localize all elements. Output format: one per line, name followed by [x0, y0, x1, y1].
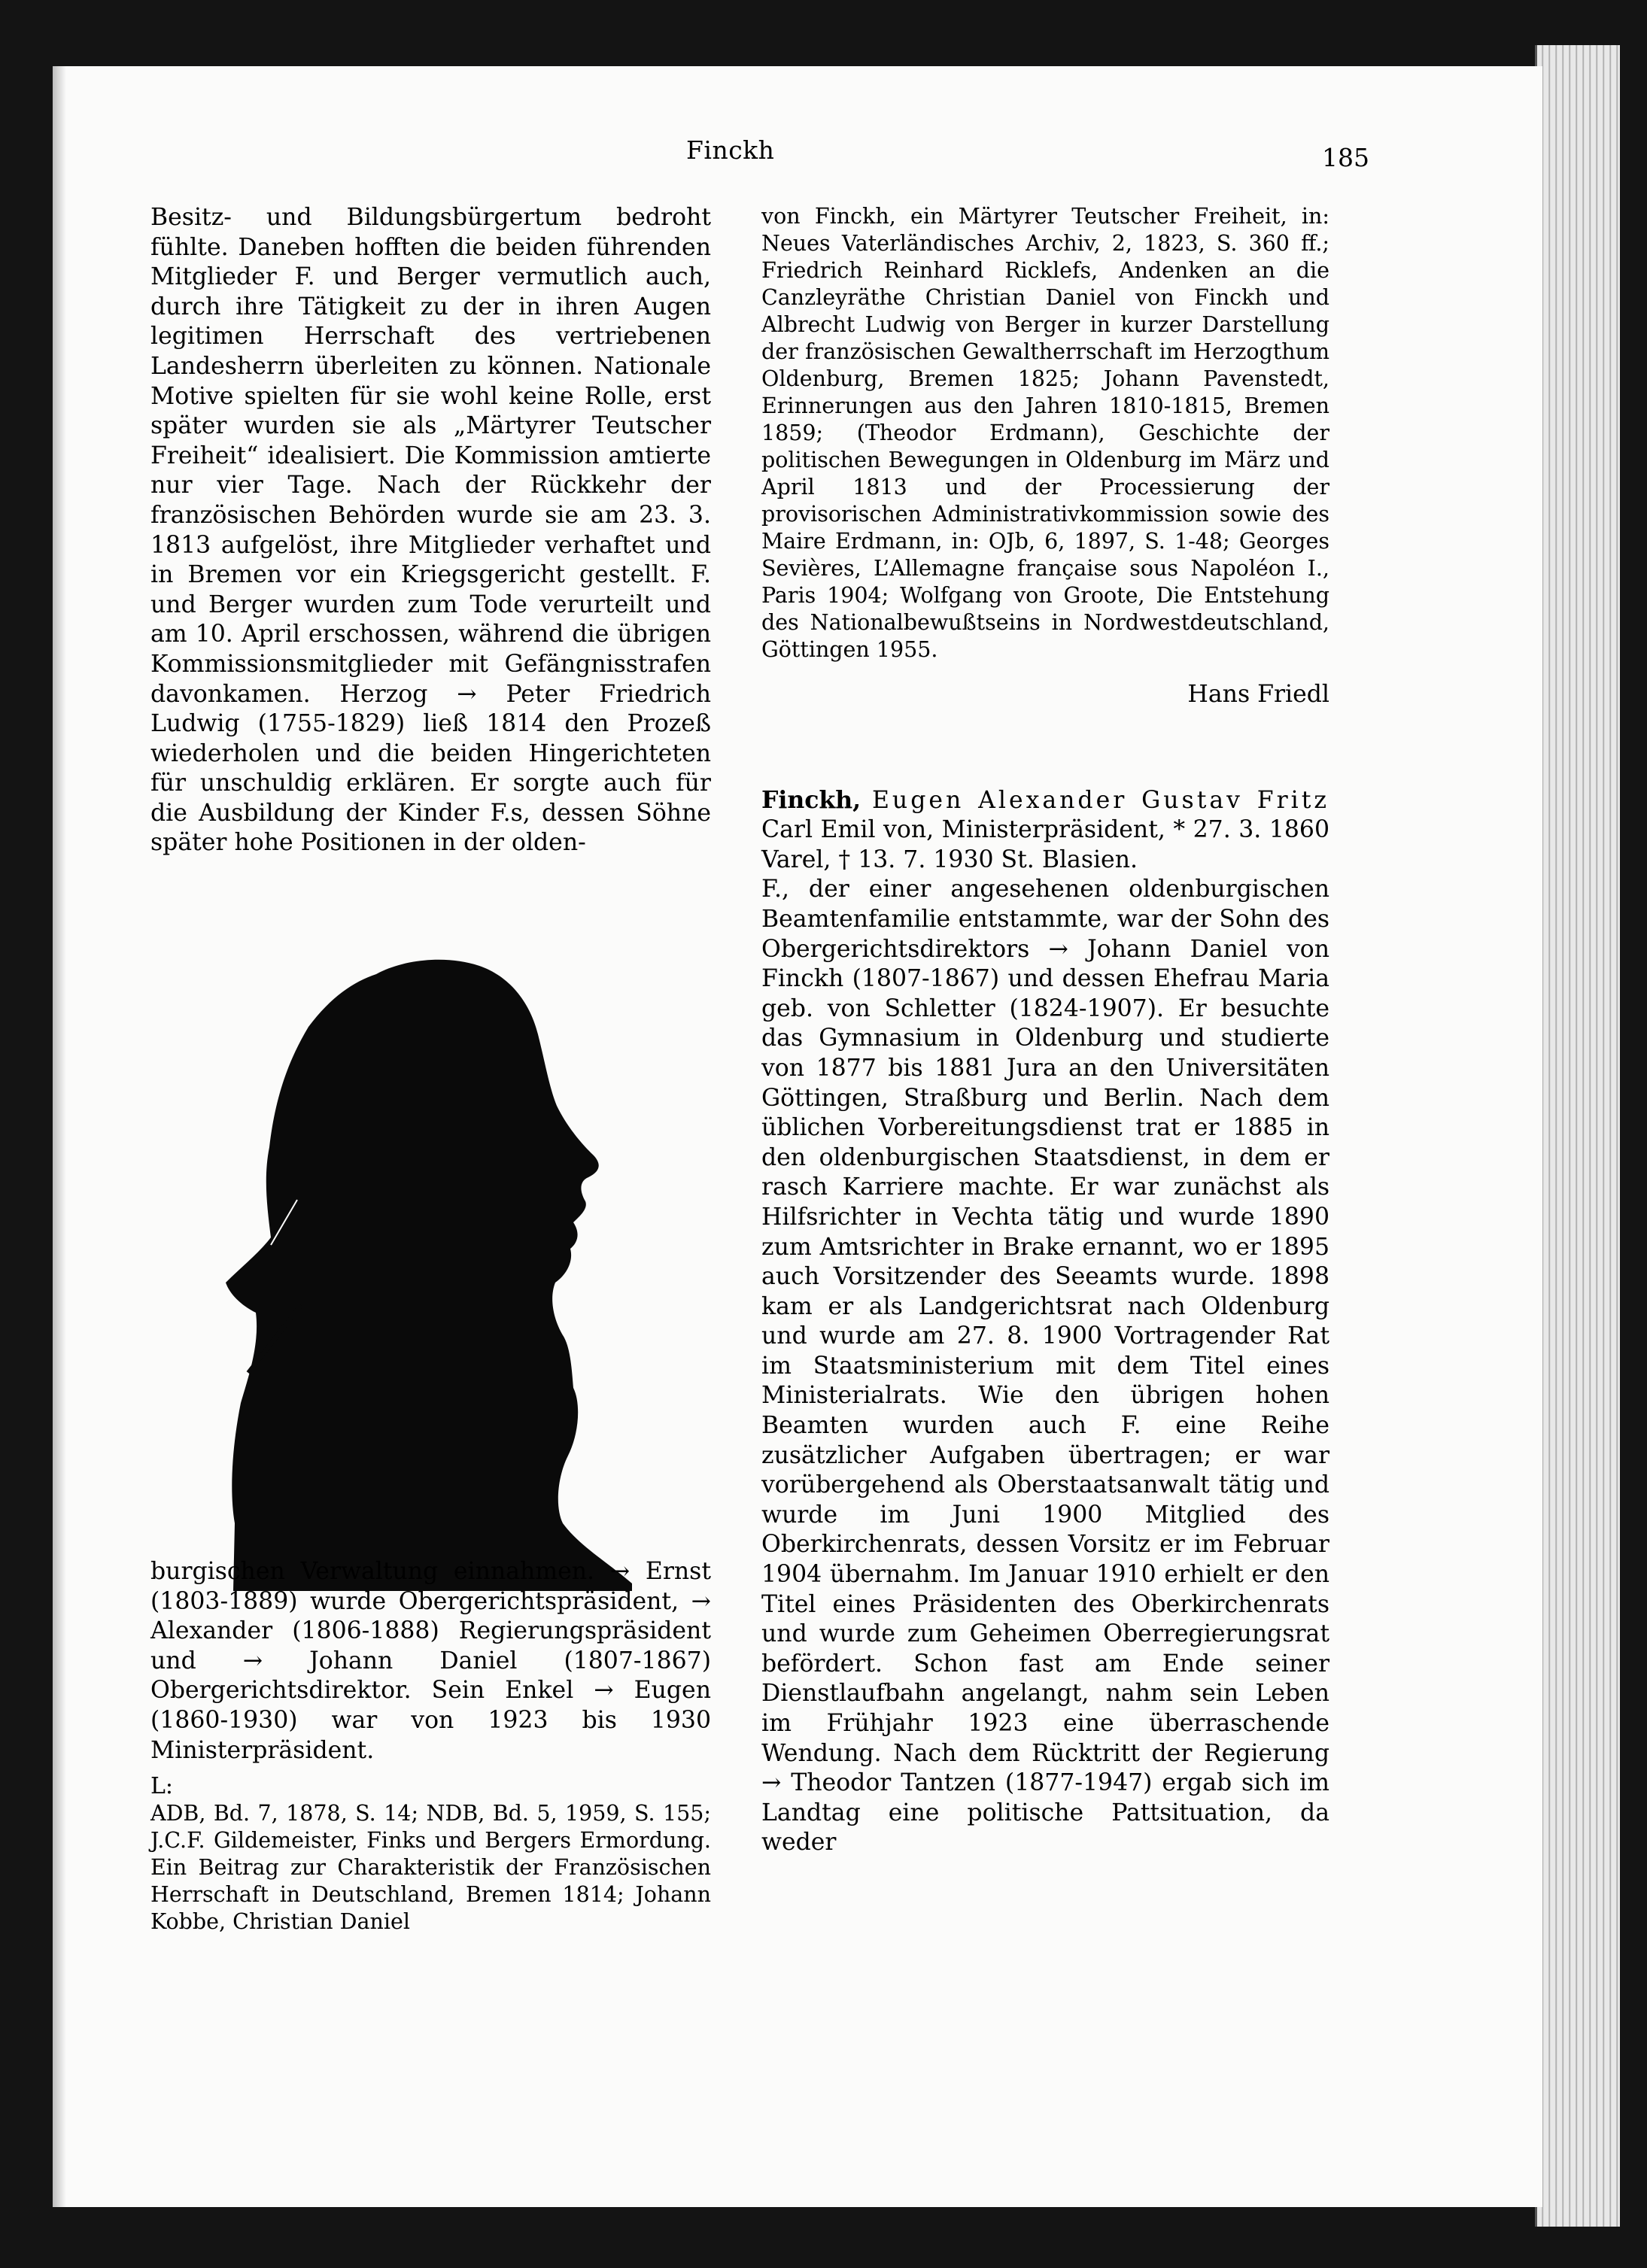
article-author: Hans Friedl	[1187, 681, 1329, 708]
page-number: 185	[1322, 143, 1369, 172]
left-column-bottom	[150, 1557, 711, 1936]
literature-label: L:	[150, 1773, 174, 1800]
left-column-top	[150, 203, 711, 858]
gutter-shadow	[53, 66, 66, 2207]
right-column	[761, 203, 1329, 1858]
body-paragraph-continued: burgischen Verwaltung einnahmen. → Ernst (1803-1889) wurde Obergerichtspräsident, → Alexander (1806-1888) Regierungspräsident und → Johann Daniel (1807-1867) Obergerichtsdirektor. Sein Enkel → Eugen (1860-1930) war von 1923 bis 1930 Ministerpräsident.	[150, 1558, 711, 1764]
literature-text: ADB, Bd. 7, 1878, S. 14; NDB, Bd. 5, 1959, S. 155; J.C.F. Gildemeister, Finks und Bergers Ermordung. Ein Beitrag zur Charakteristik der Französischen Herrschaft in Deutschland, Bremen 1814; Johann Kobbe, Christian Daniel	[150, 1801, 711, 1935]
entry-surname: Finckh,	[761, 785, 861, 814]
body-paragraph: Besitz- und Bildungsbürgertum bedroht fühlte. Daneben hofften die beiden führenden Mitglieder F. und Berger vermutlich auch, durch ihre Tätigkeit zu der in ihren Augen legitimen Herrschaft des vertriebenen Landesherrn überleiten zu können. Nationale Motive spielten für sie wohl keine Rolle, erst später wurden sie als „Märtyrer Teutscher Freiheit“ idealisiert. Die Kommission amtierte nur vier Tage. Nach der Rückkehr der französischen Behörden wurde sie am 23. 3. 1813 aufgelöst, ihre Mitglieder verhaftet und in Bremen vor ein Kriegsgericht gestellt. F. und Berger wurden zum Tode verurteilt und am 10. April erschossen, während die übrigen Kommissionsmitglieder mit Gefängnisstrafen davonkamen. Herzog → Peter Friedrich Ludwig (1755-1829) ließ 1814 den Prozeß wiederholen und die beiden Hingerichteten für unschuldig erklären. Er sorgte auch für die Ausbildung der Kinder F.s, dessen Söhne später hohe Positionen in der olden-	[150, 204, 711, 857]
entry-heading-rest: Carl Emil von, Ministerpräsident, * 27. 3. 1860 Varel, † 13. 7. 1930 St. Blasien.	[761, 816, 1329, 873]
silhouette-profile	[226, 960, 632, 1591]
literature-continued: von Finckh, ein Märtyrer Teutscher Freiheit, in: Neues Vaterländisches Archiv, 2, 1823, S. 360 ff.; Friedrich Reinhard Ricklefs, Andenken an die Canzleyräthe Christian Daniel von Finckh und Albrecht Ludwig von Berger in kurzer Darstellung der französischen Gewaltherrschaft im Herzogthum Oldenburg, Bremen 1825; Johann Pavenstedt, Erinnerungen aus den Jahren 1810-1815, Bremen 1859; (Theodor Erdmann), Geschichte der politischen Bewegungen in Oldenburg im März und April 1813 und der Processierung der provisorischen Administrativkommission sowie des Maire Erdmann, in: OJb, 6, 1897, S. 1-48; Georges Sevières, L’Allemagne française sous Napoléon I., Paris 1904; Wolfgang von Groote, Die Entstehung des Nationalbewußtseins in Nordwestdeutschland, Göttingen 1955.	[761, 204, 1329, 662]
entry-body: F., der einer angesehenen oldenburgischen Beamtenfamilie entstammte, war der Sohn des Obergerichtsdirektors → Johann Daniel von Finckh (1807-1867) und dessen Ehefrau Maria geb. von Schletter (1824-1907). Er besuchte das Gymnasium in Oldenburg und studierte von 1877 bis 1881 Jura an den Universitäten Göttingen, Straßburg und Berlin. Nach dem üblichen Vorbereitungsdienst trat er 1885 in den oldenburgischen Staatsdienst, in dem er rasch Karriere machte. Er war zunächst als Hilfsrichter in Vechta tätig und wurde 1890 zum Amtsrichter in Brake ernannt, wo er 1895 auch Vorsitzender des Seeamts wurde. 1898 kam er als Landgerichtsrat nach Oldenburg und wurde am 27. 8. 1900 Vortragender Rat im Staatsministerium mit dem Titel eines Ministerialrats. Wie den übrigen hohen Beamten wurden auch F. eine Reihe zusätzlicher Aufgaben übertragen; er war vorübergehend als Oberstaatsanwalt tätig und wurde im Juni 1900 Mitglied des Oberkirchenrats, dessen Vorsitz er im Februar 1904 übernahm. Im Januar 1910 erhielt er den Titel eines Präsidenten des Oberkirchenrats und wurde zum Geheimen Oberregierungsrat befördert. Schon fast am Ende seiner Dienstlaufbahn angelangt, nahm sein Leben im Frühjahr 1923 eine überraschende Wendung. Nach dem Rücktritt der Regierung → Theodor Tantzen (1877-1947) ergab sich im Landtag eine politische Pattsituation, da weder	[761, 876, 1329, 1857]
entry-given-names: Eugen Alexander Gustav Fritz	[871, 786, 1330, 814]
running-title: Finckh	[686, 135, 775, 165]
book-page-edges	[1535, 45, 1620, 2227]
entry-heading	[761, 785, 1329, 876]
portrait-silhouette	[226, 952, 647, 1591]
